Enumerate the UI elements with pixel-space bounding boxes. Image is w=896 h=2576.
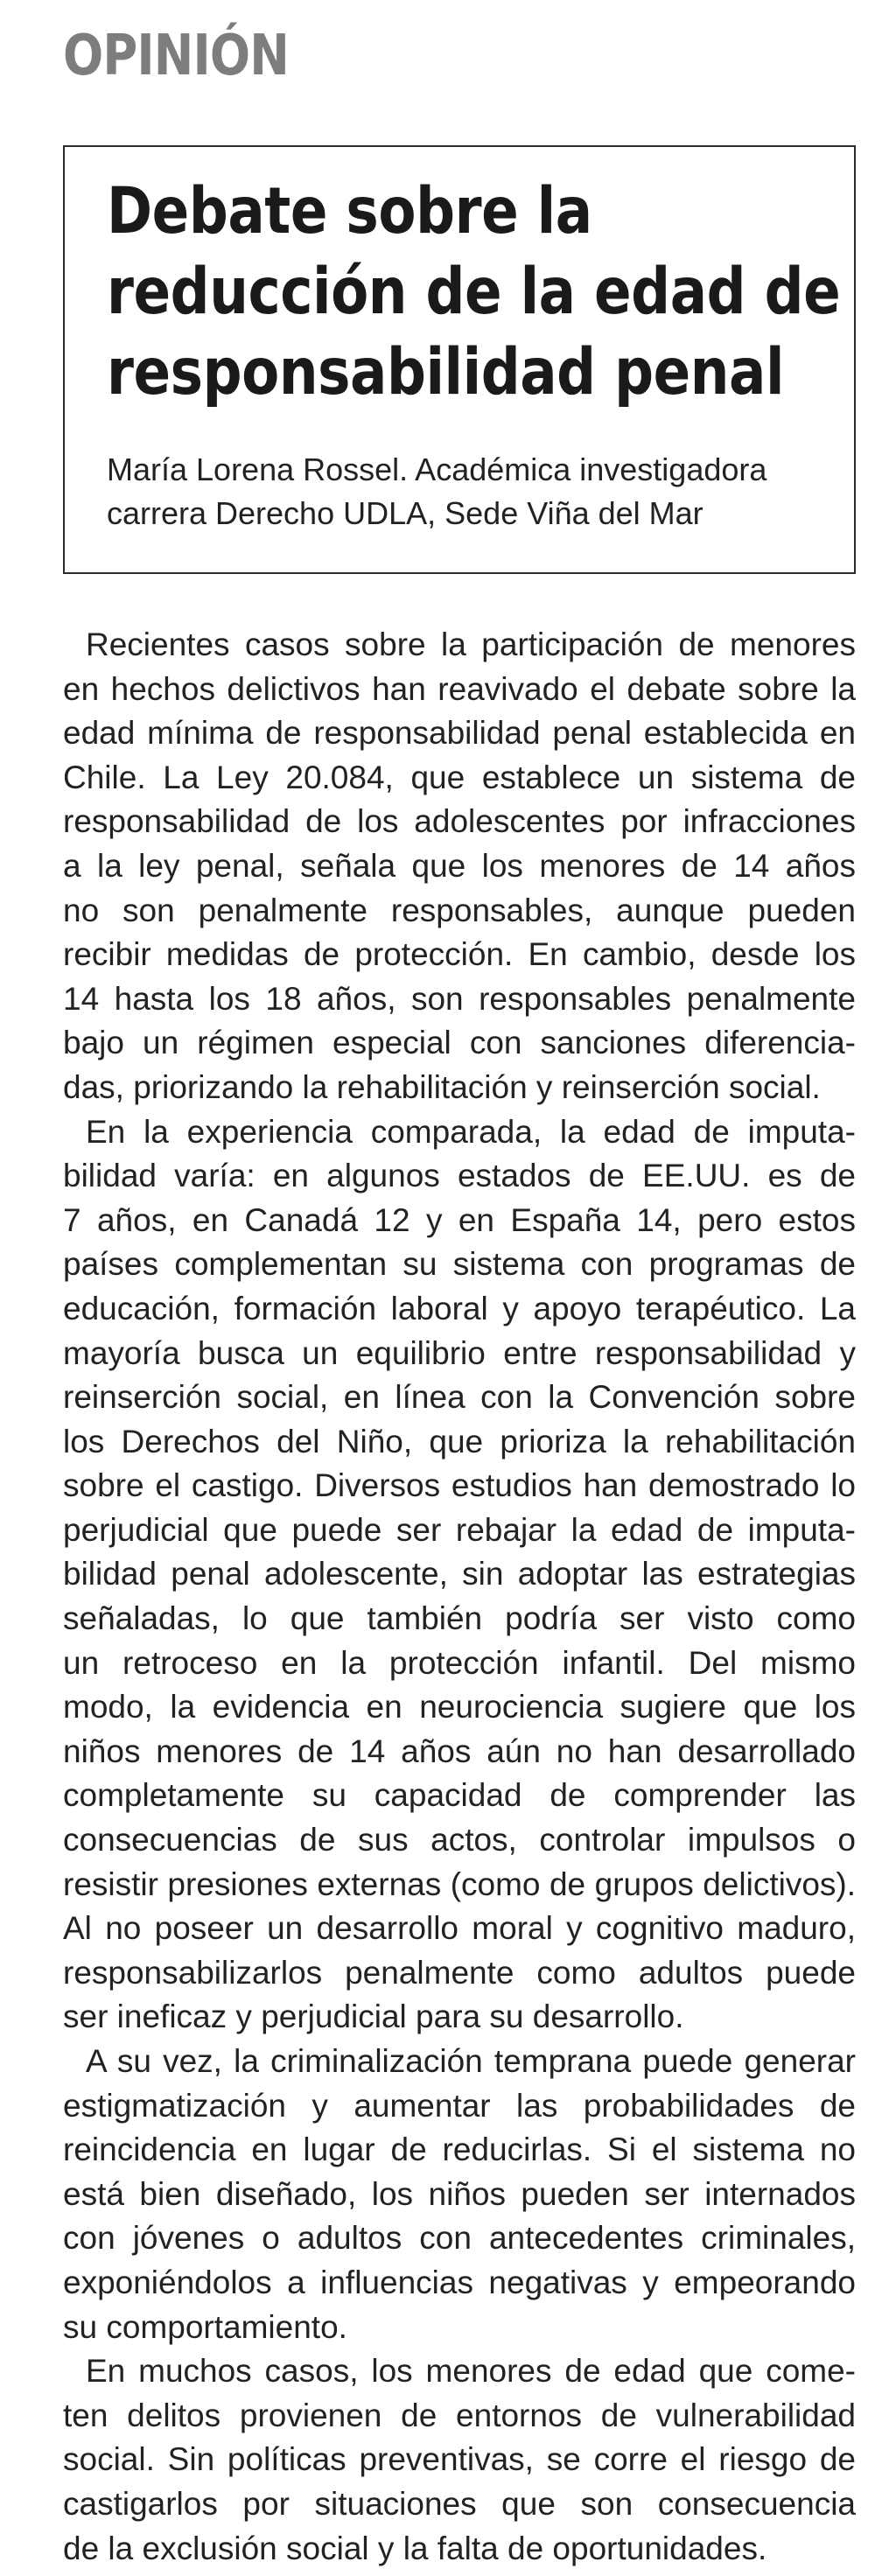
paragraph-line: resistir presiones externas (como de grupos delictivos). bbox=[63, 1866, 856, 1902]
headline-line: responsabilidad penal bbox=[107, 335, 785, 410]
paragraph-line: un retroceso en la protección infantil. Del mismo bbox=[63, 1644, 856, 1681]
paragraph-line: Chile. La Ley 20.084, que establece un sistema de bbox=[63, 759, 856, 795]
paragraph-line: con jóvenes o adultos con antecedentes criminales, bbox=[63, 2220, 856, 2257]
paragraph-line: 7 años, en Canadá 12 y en España 14, pero estos bbox=[63, 1201, 856, 1238]
paragraph-line: En muchos casos, los menores de edad que come- bbox=[86, 2353, 856, 2390]
paragraph-line: exponiéndolos a influencias negativas y empeorando bbox=[63, 2264, 856, 2300]
paragraph-line: A su vez, la criminalización temprana puede generar bbox=[86, 2043, 856, 2079]
byline-line: carrera Derecho UDLA, Sede Viña del Mar bbox=[107, 495, 704, 531]
paragraph-line: recibir medidas de protección. En cambio, desde los bbox=[63, 936, 856, 973]
paragraph-line: responsabilidad de los adolescentes por infracciones bbox=[63, 803, 856, 840]
paragraph-line: das, priorizando la rehabilitación y reinserción social. bbox=[63, 1068, 821, 1105]
article-paragraph bbox=[63, 2349, 856, 2571]
article-paragraph bbox=[63, 2040, 856, 2349]
paragraph-line: de la exclusión social y la falta de oportunidades. bbox=[63, 2530, 767, 2566]
paragraph-line: ser ineficaz y perjudicial para su desarrollo. bbox=[63, 1998, 684, 2035]
paragraph-line: consecuencias de sus actos, controlar impulsos o bbox=[63, 1822, 856, 1858]
paragraph-line: los Derechos del Niño, que prioriza la rehabilitación bbox=[63, 1423, 856, 1460]
paragraph-line: completamente su capacidad de comprender las bbox=[63, 1777, 856, 1814]
paragraph-line: 14 hasta los 18 años, son responsables penalmente bbox=[63, 980, 856, 1017]
paragraph-line: En la experiencia comparada, la edad de imputa- bbox=[86, 1113, 856, 1150]
paragraph-line: Al no poseer un desarrollo moral y cognitivo maduro, bbox=[63, 1910, 856, 1947]
author-byline bbox=[107, 448, 766, 536]
paragraph-line: castigarlos por situaciones que son consecuencia bbox=[63, 2485, 856, 2522]
paragraph-line: no son penalmente responsables, aunque pueden bbox=[63, 892, 856, 928]
paragraph-line: señaladas, lo que también podría ser visto como bbox=[63, 1600, 856, 1637]
headline-line: Debate sobre la bbox=[107, 174, 592, 248]
paragraph-line: bilidad penal adolescente, sin adoptar las estrategias bbox=[63, 1556, 856, 1592]
paragraph-line: modo, la evidencia en neurociencia sugiere que los bbox=[63, 1689, 856, 1726]
paragraph-line: estigmatización y aumentar las probabilidades de bbox=[63, 2087, 856, 2124]
paragraph-line: mayoría busca un equilibrio entre responsabilidad y bbox=[63, 1334, 856, 1371]
paragraph-line: responsabilizarlos penalmente como adultos puede bbox=[63, 1954, 856, 1991]
paragraph-line: en hechos delictivos han reavivado el debate sobre la bbox=[63, 670, 856, 707]
paragraph-line: su comportamiento. bbox=[63, 2308, 347, 2345]
headline-line: reducción de la edad de bbox=[107, 255, 841, 329]
article-body bbox=[63, 623, 856, 2571]
paragraph-line: reincidencia en lugar de reducirlas. Si el sistema no bbox=[63, 2132, 856, 2168]
paragraph-line: perjudicial que puede ser rebajar la edad de imputa- bbox=[63, 1511, 856, 1548]
paragraph-line: edad mínima de responsabilidad penal establecida en bbox=[63, 715, 856, 752]
headline-box bbox=[63, 145, 856, 574]
paragraph-line: bilidad varía: en algunos estados de EE.UU. es de bbox=[63, 1158, 856, 1194]
paragraph-line: educación, formación laboral y apoyo terapéutico. La bbox=[63, 1290, 856, 1326]
paragraph-line: bajo un régimen especial con sanciones diferencia- bbox=[63, 1025, 856, 1061]
article-headline bbox=[107, 172, 841, 413]
paragraph-line: reinserción social, en línea con la Convención sobre bbox=[63, 1379, 856, 1416]
section-label: OPINIÓN bbox=[63, 24, 289, 88]
article-paragraph bbox=[63, 1110, 856, 2040]
paragraph-line: social. Sin políticas preventivas, se corre el riesgo de bbox=[63, 2441, 856, 2478]
paragraph-line: a la ley penal, señala que los menores de 14 años bbox=[63, 847, 856, 884]
paragraph-line: países complementan su sistema con programas de bbox=[63, 1246, 856, 1283]
paragraph-line: niños menores de 14 años aún no han desarrollado bbox=[63, 1732, 856, 1769]
byline-line: María Lorena Rossel. Académica investigadora bbox=[107, 452, 767, 487]
paragraph-line: sobre el castigo. Diversos estudios han demostrado lo bbox=[63, 1467, 856, 1504]
article-paragraph bbox=[63, 623, 856, 1110]
paragraph-line: ten delitos provienen de entornos de vulnerabilidad bbox=[63, 2397, 856, 2433]
paragraph-line: está bien diseñado, los niños pueden ser internados bbox=[63, 2175, 856, 2212]
paragraph-line: Recientes casos sobre la participación de menores bbox=[86, 626, 856, 662]
